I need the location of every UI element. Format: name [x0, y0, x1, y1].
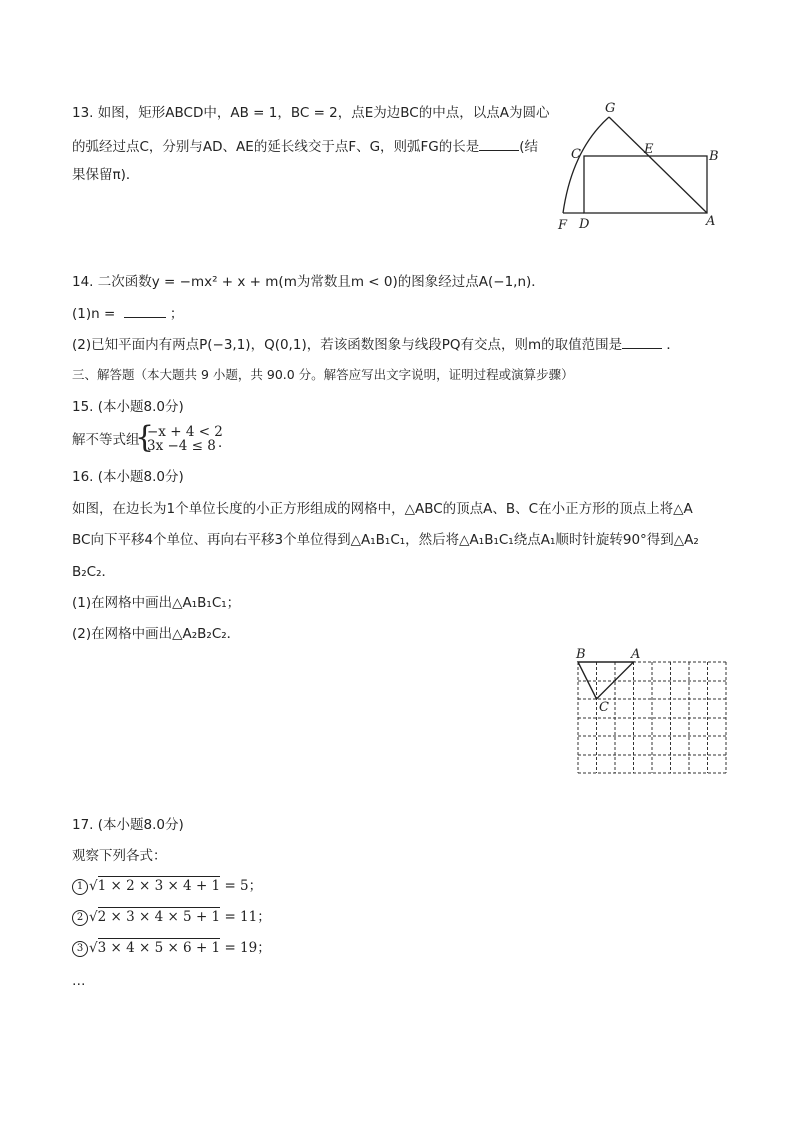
q17-result-3: = 19； [224, 940, 271, 956]
sqrt-icon: √ [89, 878, 98, 894]
q14-part2-text: (2)已知平面内有两点P(−3,1)，Q(0,1)，若该函数图象与线段PQ有交点，则m的取值范围是 [72, 337, 623, 353]
label-b: B [709, 149, 719, 164]
q17-equation-3 [72, 939, 271, 957]
q13-line1: 13. 如图，矩形ABCD中，AB = 1，BC = 2，点E为边BC的中点，以点A为圆心 [72, 105, 550, 121]
circled-number-2: 2 [72, 910, 88, 926]
label-f: F [558, 218, 568, 233]
q13-answer-blank[interactable] [479, 136, 519, 151]
q16-part2: (2)在网格中画出△A₂B₂C₂． [72, 626, 241, 642]
q15-period: ． [218, 435, 232, 451]
q17-equation-1 [72, 877, 262, 895]
q17-radicand-2: 2 × 3 × 4 × 5 + 1 [97, 909, 221, 925]
q14-part1 [72, 303, 183, 323]
q17-radicand-3: 3 × 4 × 5 × 6 + 1 [97, 940, 221, 956]
dashed-grid [578, 662, 726, 773]
q14-part1-text: (1)n = [72, 306, 116, 322]
sqrt-icon: √ [89, 940, 98, 956]
q13-figure [550, 100, 730, 235]
grid-label-c: C [599, 700, 609, 715]
q17-result-1: = 5； [224, 878, 263, 894]
q14-part1-blank[interactable] [124, 303, 166, 318]
q14-part2 [72, 334, 680, 354]
label-d: D [579, 217, 590, 232]
q13-line2-text: 的弧经过点C，分别与AD、AE的延长线交于点F、G，则弧FG的长是 [72, 139, 480, 155]
circled-number-1: 1 [72, 879, 88, 895]
q16-line2: BC向下平移4个单位、再向右平移3个单位得到△A₁B₁C₁，然后将△A₁B₁C₁绕点A₁顺时针旋转90°得到△A₂ [72, 532, 699, 548]
q16-line1: 如图，在边长为1个单位长度的小正方形组成的网格中，△ABC的顶点A、B、C在小正方形的顶点上将△A [72, 501, 693, 517]
q16-heading: 16. (本小题8.0分) [72, 469, 184, 485]
q15-lead: 解不等式组 [72, 432, 140, 448]
q16-grid-figure [570, 645, 735, 780]
label-g: G [605, 101, 616, 116]
q17-intro: 观察下列各式： [72, 848, 167, 864]
q13-line3: 果保留π)． [72, 167, 140, 183]
rectangle-abcd [584, 156, 707, 213]
section-heading: 三、解答题（本大题共 9 小题，共 90.0 分。解答应写出文字说明，证明过程或演算步骤） [72, 367, 574, 382]
q17-ellipsis: … [72, 973, 86, 989]
q14-part2-tail: ． [666, 337, 680, 353]
circled-number-3: 3 [72, 941, 88, 957]
arc-fg [563, 117, 609, 213]
q15-inequality-2: 3x −4 ≤ 8 [147, 438, 216, 454]
label-c: C [571, 147, 581, 162]
grid-label-b: B [576, 647, 586, 662]
q16-part1: (1)在网格中画出△A₁B₁C₁； [72, 595, 241, 611]
q13-line2-tail: (结 [519, 139, 539, 155]
q16-line3: B₂C₂． [72, 564, 116, 580]
line-ag [609, 117, 707, 213]
label-a: A [706, 214, 716, 229]
q17-radicand-1: 1 × 2 × 3 × 4 + 1 [97, 878, 221, 894]
q15-heading: 15. (本小题8.0分) [72, 399, 184, 415]
q17-result-2: = 11； [224, 909, 271, 925]
q13-line2 [72, 136, 538, 156]
q15-brace: { [135, 420, 155, 455]
q14-part2-blank[interactable] [622, 334, 662, 349]
q17-equation-2 [72, 908, 271, 926]
sqrt-icon: √ [89, 909, 98, 925]
label-e: E [644, 142, 654, 157]
q17-heading: 17. (本小题8.0分) [72, 817, 184, 833]
q15-inequality-1: −x + 4 < 2 [147, 424, 223, 440]
q14-line1: 14. 二次函数y = −mx² + x + m(m为常数且m < 0)的图象经过点A(−1,n)． [72, 274, 545, 290]
q14-part1-tail: ； [169, 306, 184, 322]
grid-label-a: A [631, 647, 641, 662]
